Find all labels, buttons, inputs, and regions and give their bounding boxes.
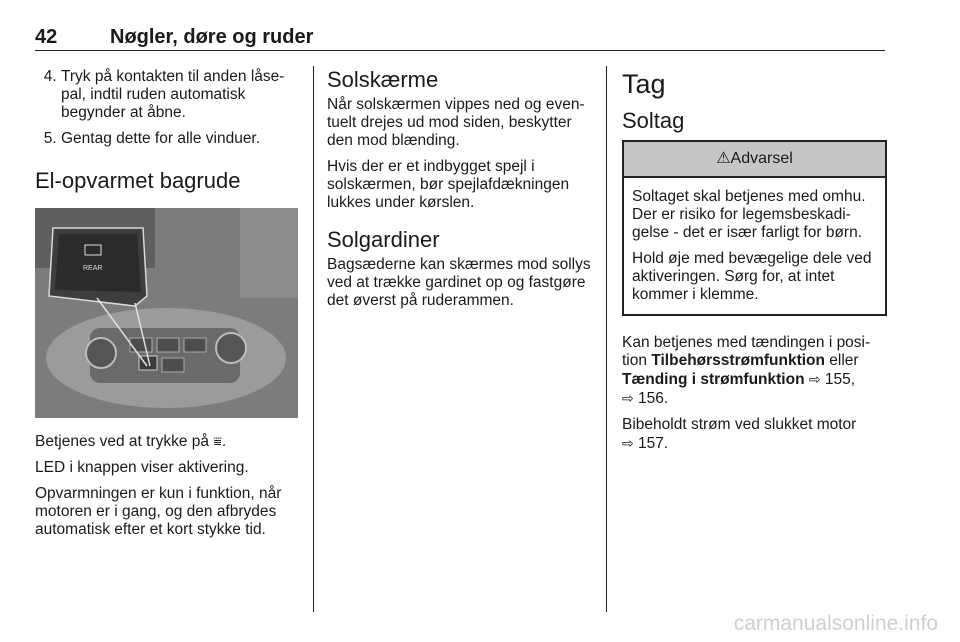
column-divider-1 xyxy=(313,66,314,612)
section-heading-roof: Tag xyxy=(622,69,666,99)
term-ignition-power: Tænding i strømfunktion xyxy=(622,371,805,388)
watermark: carmanualsonline.info xyxy=(733,612,938,635)
page-ref-arrow-icon: ⇨ xyxy=(622,435,634,451)
para-operation: Betjenes ved at trykke på ⩸. xyxy=(35,433,227,450)
para-retained-power: Bibeholdt strøm ved slukket motor ⇨ 157. xyxy=(622,416,857,452)
warning-title: Advarsel xyxy=(730,150,793,167)
column-2 xyxy=(327,68,595,318)
warning-box xyxy=(622,140,887,316)
page-number: 42 xyxy=(35,26,58,48)
section-heading-sunvisors: Solskærme xyxy=(327,67,439,92)
section-heading-sunshades: Solgardiner xyxy=(327,227,440,252)
para-sunvisor: Når solskærmen vippes ned og even-tuelt drejes ud mod siden, beskytter den mod blænding. xyxy=(327,96,585,149)
column-divider-2 xyxy=(606,66,607,612)
dashboard-photo xyxy=(35,208,298,418)
page-ref-arrow-icon: ⇨ xyxy=(808,371,821,387)
steps-list xyxy=(35,68,300,148)
warning-header xyxy=(624,142,885,178)
section-heading-rear-defrost: El-opvarmet bagrude xyxy=(35,168,241,193)
rear-label: REAR xyxy=(83,265,103,272)
chapter-title: Nøgler, døre og ruder xyxy=(110,26,314,48)
page-ref-155: 155, xyxy=(824,371,856,388)
page-header xyxy=(35,20,885,51)
warning-body xyxy=(624,178,885,314)
warning-para-2: Hold øje med bevægelige dele ved aktiveringen. Sørg for, at intet kommer i klemme. xyxy=(632,250,872,303)
page-ref-arrow-icon: ⇨ xyxy=(622,390,634,406)
column-3 xyxy=(622,68,887,461)
page-ref-156: 156. xyxy=(638,390,669,407)
para-led: LED i knappen viser aktivering. xyxy=(35,459,249,476)
para-ignition: Kan betjenes med tændingen i posi-tion Tilbehørsstrømfunktion eller Tænding i strømfunktion ⇨ 155, ⇨ 156. xyxy=(622,334,871,407)
section-heading-sunroof: Soltag xyxy=(622,108,685,133)
rear-defrost-icon: ⩸ xyxy=(213,433,222,449)
column-1 xyxy=(35,68,300,547)
para-sunshades: Bagsæderne kan skærmes mod sollys ved at trække gardinet op og fastgøre det øverst på ruderammen. xyxy=(327,256,591,309)
para-heating: Opvarmningen er kun i funktion, når motoren er i gang, og den afbrydes automatisk efter et kort stykke tid. xyxy=(35,485,282,538)
step-5: 5. Gentag dette for alle vinduer. xyxy=(61,130,300,148)
step-4: 4. Tryk på kontakten til anden låse-pal, indtil ruden automatisk begynder at åbne. xyxy=(61,68,300,122)
para-mirror: Hvis der er et indbygget spejl i solskærmen, bør spejlafdækningen lukkes under kørslen. xyxy=(327,158,570,211)
page-ref-157: 157. xyxy=(638,435,669,452)
dashboard-illustration xyxy=(35,208,298,418)
warning-icon: ⚠ xyxy=(716,150,731,167)
term-accessory-power: Tilbehørsstrømfunktion xyxy=(651,352,825,369)
warning-para-1: Soltaget skal betjenes med omhu. Der er risiko for legemsbeskadi-gelse - det er især farligt for børn. xyxy=(632,188,866,241)
